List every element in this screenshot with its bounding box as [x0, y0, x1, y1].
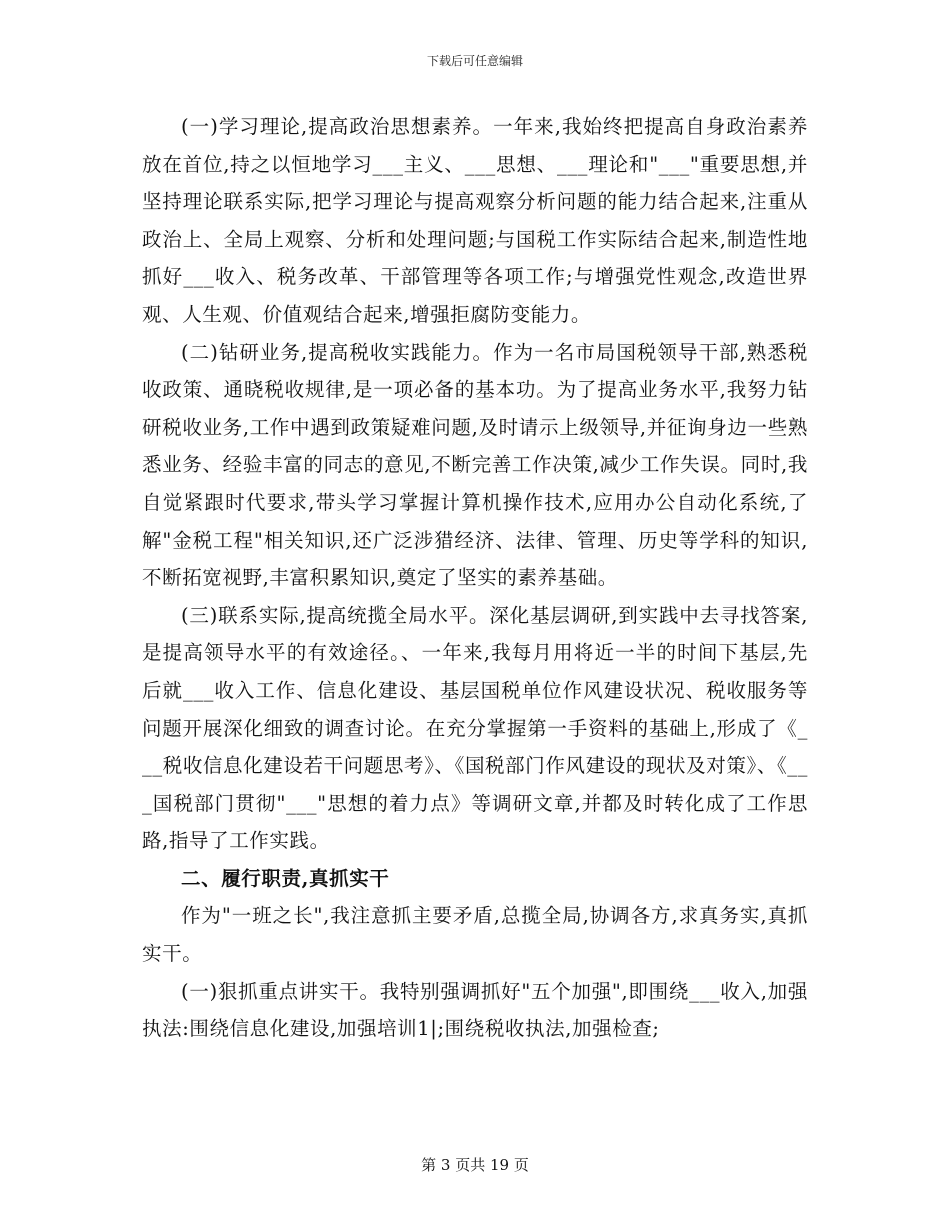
document-body	[142, 108, 808, 1048]
paragraph-practice: (三)联系实际,提高统揽全局水平。深化基层调研,到实践中去寻找答案,是提高领导水平的有效途径。、一年来,我每月用将近一半的时间下基层,先后就___收入工作、信息化建设、基层国税单位作风建设状况、税收服务等问题开展深化细致的调查讨论。在充分掌握第一手资料的基础上,形成了《___税收信息化建设若干问题思考》、《国税部门作风建设的现状及对策》、《___国税部门贯彻"___"思想的着力点》等调研文章,并都及时转化成了工作思路,指导了工作实践。	[142, 603, 808, 853]
paragraph-study-theory: (一)学习理论,提高政治思想素养。一年来,我始终把提高自身政治素养放在首位,持之以恒地学习___主义、___思想、___理论和"___"重要思想,并坚持理论联系实际,把学习理论与提高观察分析问题的能力结合起来,注重从政治上、全局上观察、分析和处理问题;与国税工作实际结合起来,制造性地抓好___收入、税务改革、干部管理等各项工作;与增强党性观念,改造世界观、人生观、价值观结合起来,增强拒腐防变能力。	[142, 115, 808, 326]
paragraph-leader-role: 作为"一班之长",我注意抓主要矛盾,总揽全局,协调各方,求真务实,真抓实干。	[142, 904, 808, 966]
paragraph-study-business: (二)钻研业务,提高税收实践能力。作为一名市局国税领导干部,熟悉税收政策、通晓税收规律,是一项必备的基本功。为了提高业务水平,我努力钻研税收业务,工作中遇到政策疑难问题,及时请示上级领导,并征询身边一些熟悉业务、经验丰富的同志的意见,不断完善工作决策,减少工作失误。同时,我自觉紧跟时代要求,带头学习掌握计算机操作技术,应用办公自动化系统,了解"金税工程"相关知识,还广泛涉猎经济、法律、管理、历史等学科的知识,不断拓宽视野,丰富积累知识,奠定了坚实的素养基础。	[142, 340, 808, 590]
section-heading-duties: 二、履行职责,真抓实干	[181, 866, 390, 890]
paragraph-key-points: (一)狠抓重点讲实干。我特别强调抓好"五个加强",即围绕___收入,加强执法:围绕信息化建设,加强培训1|;围绕税收执法,加强检查;	[142, 979, 808, 1041]
page-header-note: 下载后可任意编辑	[426, 54, 523, 68]
page-number: 第 3 页共 19 页	[421, 1156, 529, 1174]
